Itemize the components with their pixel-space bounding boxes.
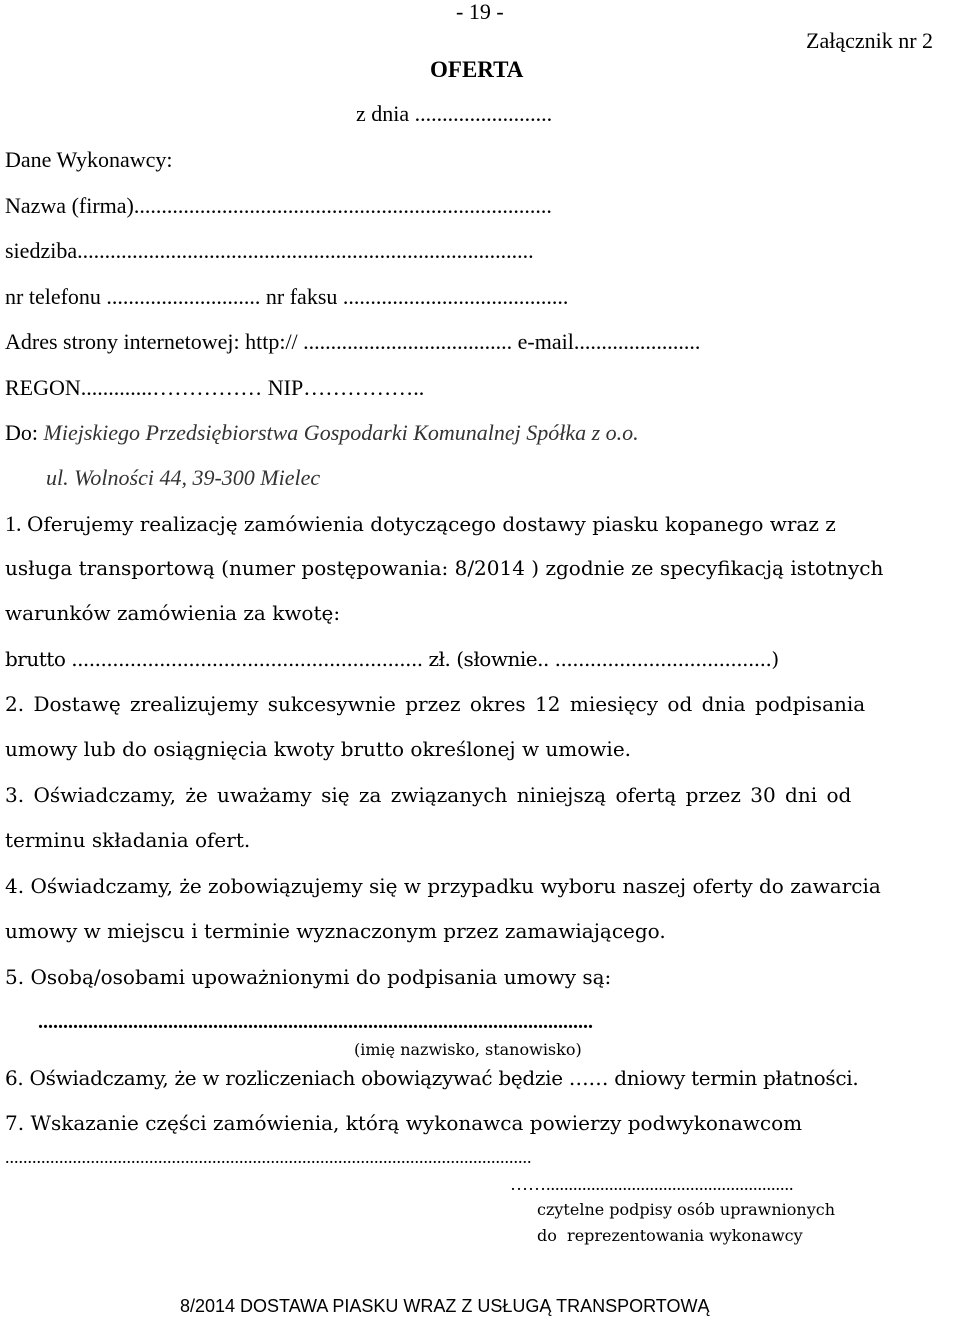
company-name-field: Nazwa (firma)............................................................................ (5, 193, 552, 218)
signature-caption-line-2: do reprezentowania wykonawcy (537, 1226, 803, 1245)
point-1-number: 1. (5, 511, 27, 536)
recipient-line (5, 422, 639, 444)
point-4-line-2: umowy w miejscu i terminie wyznaczonym przez zamawiającego. (5, 919, 666, 943)
contractor-heading: Dane Wykonawcy: (5, 147, 173, 172)
point-2-line-1: 2. Dostawę zrealizujemy sukcesywnie przez okres 12 miesięcy od dnia podpisania (5, 692, 866, 716)
point-1-line-2: usługa transportową (numer postępowania: 8/2014 ) zgodnie ze specyfikacją istotnych (5, 556, 884, 580)
signature-field: ……....................................................... (510, 1174, 794, 1194)
nip-label: …………… NIP…………….. (152, 375, 425, 400)
point-2-line-2: umowy lub do osiągnięcia kwoty brutto określonej w umowie. (5, 737, 632, 761)
point-4-line-1: 4. Oświadczamy, że zobowiązujemy się w przypadku wyboru naszej oferty do zawarcia (5, 874, 881, 898)
point-3-line-2: terminu składania ofert. (5, 828, 251, 852)
signature-caption-line-1: czytelne podpisy osób uprawnionych (537, 1200, 836, 1219)
phone-fax-field: nr telefonu ............................ nr faksu ......................................... (5, 284, 569, 309)
point-7-line-1: 7. Wskazanie części zamówienia, którą wykonawca powierzy podwykonawcom (5, 1111, 803, 1135)
annex-label: Załącznik nr 2 (806, 28, 934, 53)
point-1-text: Oferujemy realizację zamówienia dotyczącego dostawy piasku kopanego wraz z (27, 512, 836, 536)
authorized-persons-field: ............................................................................................................... (38, 1011, 593, 1033)
offer-date-line: z dnia ......................... (356, 101, 553, 126)
gross-amount-field: brutto ............................................................ zł. (słownie.. .....................................) (5, 647, 779, 671)
document-title: OFERTA (430, 57, 524, 82)
regon-label: REGON............. (5, 375, 153, 400)
seat-field: siedziba................................................................................... (5, 238, 534, 263)
point-1-line-1 (5, 513, 836, 535)
point-1-line-3: warunków zamówienia za kwotę: (5, 601, 341, 625)
website-email-field: Adres strony internetowej: http:// ...................................... e-mail....................... (5, 329, 701, 354)
point-3-line-1: 3. Oświadczamy, że uważamy się za związanych niniejszą ofertą przez 30 dni od (5, 783, 852, 807)
regon-nip-field (5, 377, 424, 399)
authorized-persons-caption: (imię nazwisko, stanowisko) (354, 1040, 582, 1059)
recipient-prefix: Do: (5, 420, 44, 445)
recipient-name: Miejskiego Przedsiębiorstwa Gospodarki Komunalnej Spółka z o.o. (43, 420, 639, 445)
point-5-line-1: 5. Osobą/osobami upoważnionymi do podpisania umowy są: (5, 965, 612, 989)
point-6-line-1: 6. Oświadczamy, że w rozliczeniach obowiązywać będzie …… dniowy termin płatności. (5, 1066, 859, 1090)
recipient-address: ul. Wolności 44, 39-300 Mielec (46, 465, 321, 490)
page-footer: 8/2014 DOSTAWA PIASKU WRAZ Z USŁUGĄ TRANSPORTOWĄ (180, 1296, 710, 1316)
subcontractor-field: ..................................................................................................................... (5, 1147, 532, 1167)
page-number: - 19 - (456, 0, 504, 24)
